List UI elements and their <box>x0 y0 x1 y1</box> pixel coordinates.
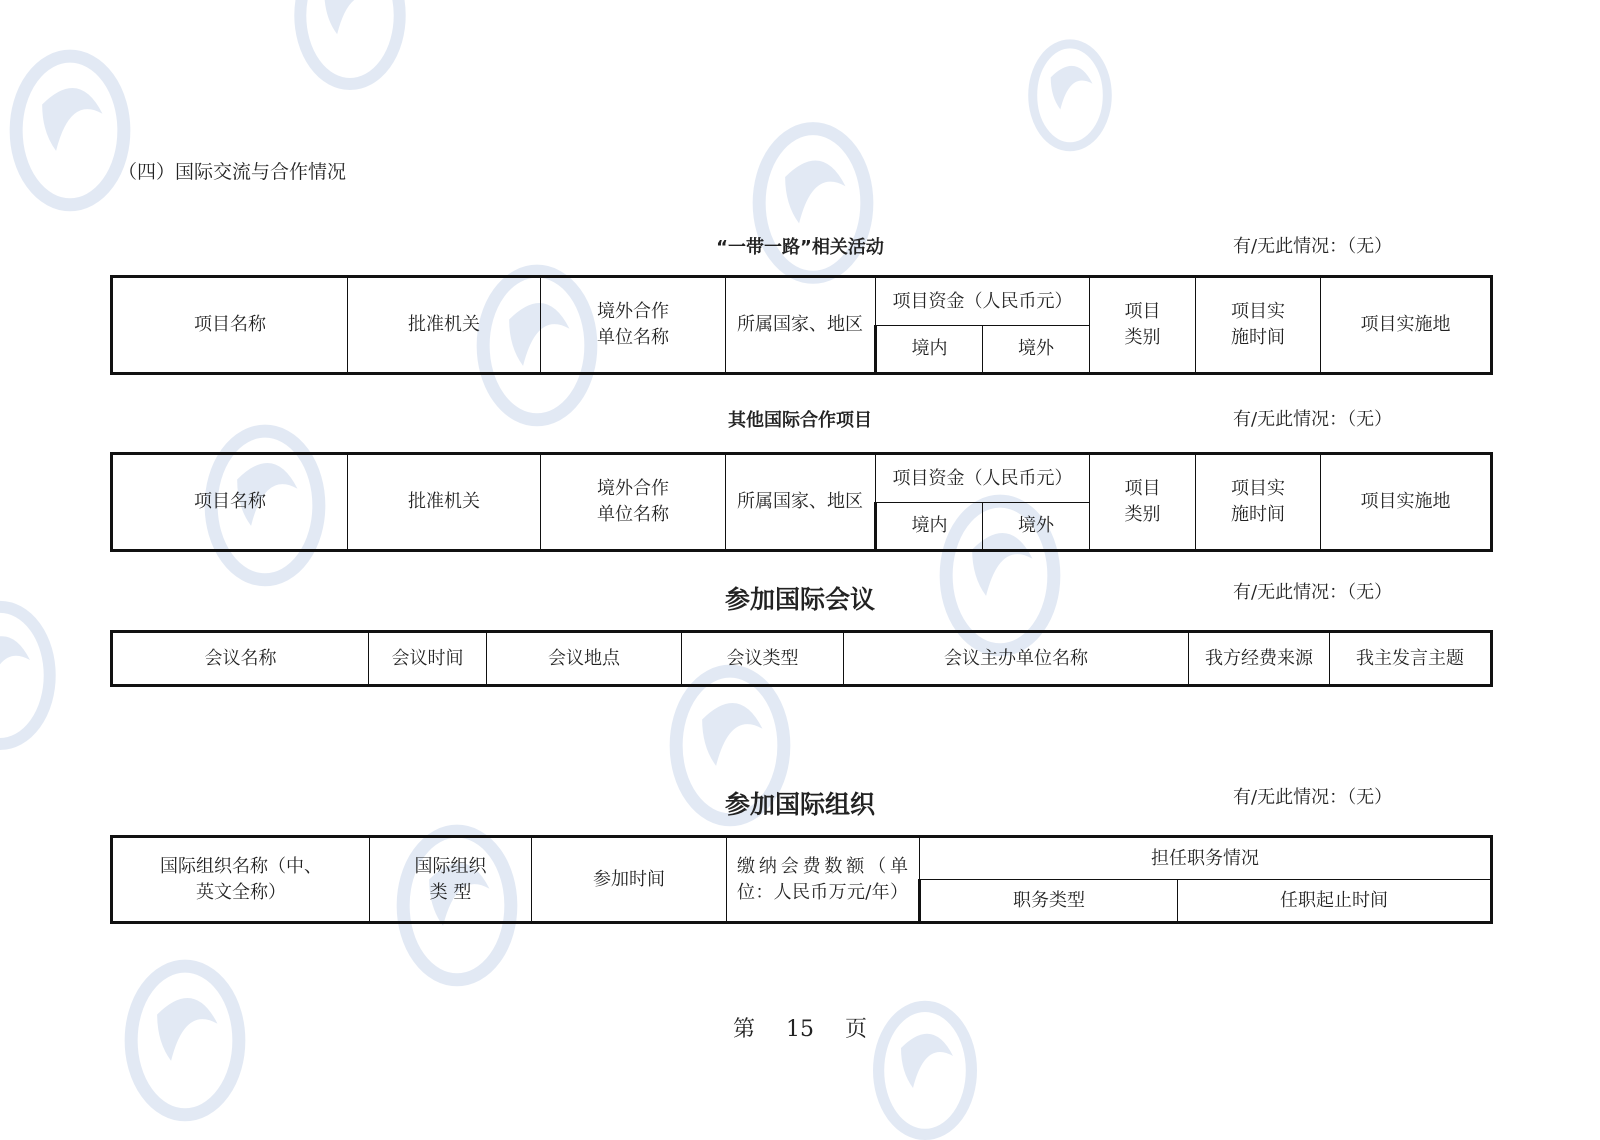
col-duty-info: 担任职务情况 <box>920 837 1492 880</box>
col-meeting-name: 会议名称 <box>112 632 369 686</box>
section-heading: （四）国际交流与合作情况 <box>118 161 347 183</box>
col-org-name: 国际组织名称（中、英文全称） <box>112 837 370 923</box>
organizations-table <box>110 835 1493 924</box>
col-implementation-time: 项目实施时间 <box>1196 277 1321 374</box>
col-duty-period: 任职起止时间 <box>1178 880 1492 923</box>
col-join-time: 参加时间 <box>532 837 727 923</box>
col-implementation-place: 项目实施地 <box>1321 454 1492 551</box>
col-fund-domestic: 境内 <box>876 326 983 374</box>
page-number <box>0 1012 1600 1043</box>
col-country-region: 所属国家、地区 <box>726 454 876 551</box>
col-foreign-partner: 境外合作单位名称 <box>541 277 726 374</box>
col-implementation-place: 项目实施地 <box>1321 277 1492 374</box>
col-project-type: 项目类别 <box>1090 454 1196 551</box>
col-project-name: 项目名称 <box>112 454 348 551</box>
belt-road-title: “一带一路”相关活动 <box>716 237 884 258</box>
col-foreign-partner: 境外合作单位名称 <box>541 454 726 551</box>
other-projects-table <box>110 452 1493 552</box>
col-fund-overseas: 境外 <box>983 503 1090 551</box>
belt-road-status: 有/无此情况：（无） <box>1233 236 1393 257</box>
col-project-type: 项目类别 <box>1090 277 1196 374</box>
col-project-fund: 项目资金（人民币元） <box>876 454 1090 503</box>
page-number-prefix: 第 <box>732 1017 755 1042</box>
watermark-seal-icon <box>285 0 415 90</box>
col-fund-overseas: 境外 <box>983 326 1090 374</box>
other-projects-status: 有/无此情况：（无） <box>1233 409 1393 430</box>
col-duty-type: 职务类型 <box>920 880 1178 923</box>
col-fund-domestic: 境内 <box>876 503 983 551</box>
col-membership-fee: 缴纳会费数额（单位：人民币万元/年） <box>727 837 920 923</box>
meetings-status: 有/无此情况：（无） <box>1233 582 1393 603</box>
col-country-region: 所属国家、地区 <box>726 277 876 374</box>
meetings-title: 参加国际会议 <box>724 585 875 614</box>
page-number-suffix: 页 <box>845 1017 868 1042</box>
col-org-type: 国际组织类 型 <box>370 837 532 923</box>
watermark-seal-icon <box>0 560 60 790</box>
col-speech-topic: 我主发言主题 <box>1330 632 1492 686</box>
other-projects-title: 其他国际合作项目 <box>728 410 872 431</box>
col-meeting-place: 会议地点 <box>487 632 682 686</box>
watermark-seal-icon <box>5 10 135 250</box>
col-funding-source: 我方经费来源 <box>1189 632 1330 686</box>
meetings-table <box>110 630 1493 687</box>
belt-road-table <box>110 275 1493 375</box>
organizations-title: 参加国际组织 <box>724 790 875 819</box>
watermark-seal-icon <box>1025 0 1115 190</box>
col-implementation-time: 项目实施时间 <box>1196 454 1321 551</box>
col-project-fund: 项目资金（人民币元） <box>876 277 1090 326</box>
col-approval-authority: 批准机关 <box>348 454 541 551</box>
col-meeting-time: 会议时间 <box>369 632 487 686</box>
col-meeting-host: 会议主办单位名称 <box>844 632 1189 686</box>
organizations-status: 有/无此情况：（无） <box>1233 787 1393 808</box>
col-approval-authority: 批准机关 <box>348 277 541 374</box>
page-number-value: 15 <box>786 1017 814 1042</box>
col-project-name: 项目名称 <box>112 277 348 374</box>
col-meeting-type: 会议类型 <box>682 632 844 686</box>
